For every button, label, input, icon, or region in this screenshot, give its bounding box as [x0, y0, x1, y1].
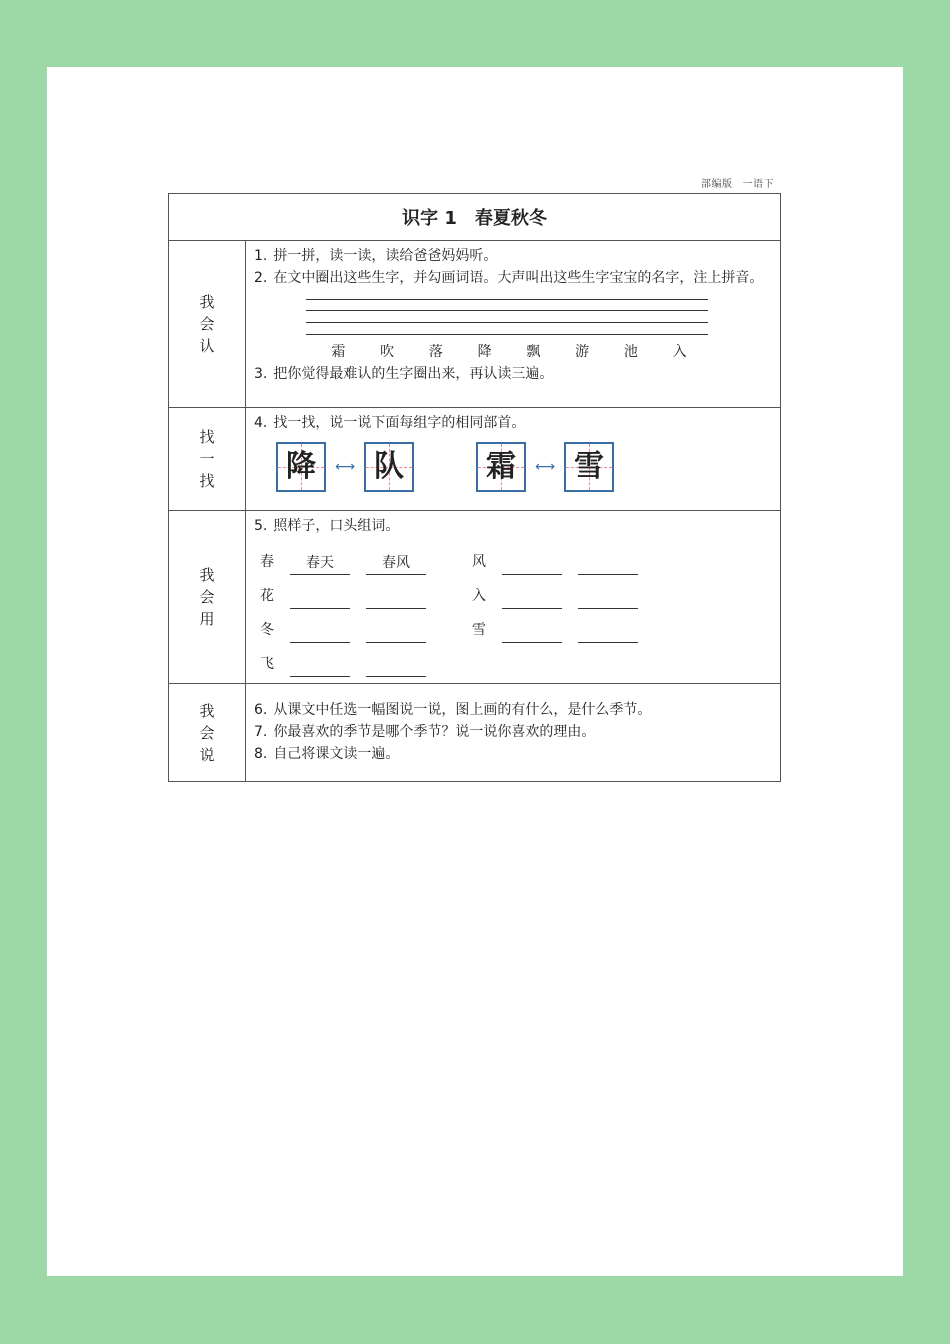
answer-blank[interactable]: 春风: [366, 554, 426, 575]
double-arrow-icon: ⟷: [334, 459, 356, 475]
new-characters: [314, 341, 704, 363]
question-8: 8. 自己将课文读一遍。: [254, 746, 400, 762]
char-item: 霜: [331, 344, 346, 360]
answer-blank[interactable]: [578, 554, 638, 575]
answer-blank[interactable]: [290, 656, 350, 677]
section-recognize: [246, 241, 781, 408]
question-5: 5. 照样子，口头组词。: [254, 518, 400, 534]
answer-blank[interactable]: [290, 588, 350, 609]
pinyin-lines: [306, 299, 708, 335]
char-item: 入: [672, 344, 687, 360]
char-item: 池: [623, 344, 638, 360]
section-use: [246, 511, 781, 684]
answer-blank[interactable]: [366, 622, 426, 643]
answer-blank[interactable]: 春天: [290, 554, 350, 575]
section-label-speak: 我 会 说: [169, 684, 246, 782]
tianzige-box: 雪: [564, 442, 614, 492]
answer-blank[interactable]: [578, 622, 638, 643]
answer-blank[interactable]: [502, 554, 562, 575]
answer-blank[interactable]: [366, 656, 426, 677]
lesson-name: 春夏秋冬: [474, 208, 547, 229]
word-building: [260, 541, 772, 677]
question-7: 7. 你最喜欢的季节是哪个季节？说一说你喜欢的理由。: [254, 724, 596, 740]
answer-blank[interactable]: [502, 622, 562, 643]
answer-blank[interactable]: [502, 588, 562, 609]
lesson-number: 识字 1: [402, 208, 457, 229]
exercise-table: [168, 193, 781, 782]
edition-note: [691, 175, 774, 190]
section-label-use: 我 会 用: [169, 511, 246, 684]
word-row: 飞: [260, 643, 772, 677]
char-item: 落: [428, 344, 443, 360]
section-find: [246, 408, 781, 511]
section-label-recognize: 我 会 认: [169, 241, 246, 408]
grade-label: 一语下: [742, 179, 774, 190]
char-item: 飘: [526, 344, 541, 360]
double-arrow-icon: ⟷: [534, 459, 556, 475]
question-2: 2. 在文中圈出这些生字，并勾画词语。大声叫出这些生字宝宝的名字，注上拼音。: [254, 270, 764, 286]
question-4: 4. 找一找，说一说下面每组字的相同部首。: [254, 415, 526, 431]
word-row: 冬 雪: [260, 609, 772, 643]
word-row: 春 春天 春风 风: [260, 541, 772, 575]
question-1: 1. 拼一拼，读一读，读给爸爸妈妈听。: [254, 248, 498, 264]
tianzige-box: 霜: [476, 442, 526, 492]
char-item: 游: [575, 344, 590, 360]
worksheet-page: [47, 67, 903, 1276]
word-row: 花 入: [260, 575, 772, 609]
answer-blank[interactable]: [290, 622, 350, 643]
radical-pairs: [276, 442, 772, 492]
question-3: 3. 把你觉得最难认的生字圈出来，再认读三遍。: [254, 366, 554, 382]
section-label-find: 找 一 找: [169, 408, 246, 511]
answer-blank[interactable]: [578, 588, 638, 609]
edition-label: 部编版: [701, 179, 733, 190]
question-6: 6. 从课文中任选一幅图说一说，图上画的有什么，是什么季节。: [254, 702, 652, 718]
tianzige-box: 降: [276, 442, 326, 492]
answer-blank[interactable]: [366, 588, 426, 609]
section-speak: [246, 684, 781, 782]
char-item: 吹: [380, 344, 395, 360]
lesson-title: [169, 194, 781, 241]
char-item: 降: [477, 344, 492, 360]
tianzige-box: 队: [364, 442, 414, 492]
